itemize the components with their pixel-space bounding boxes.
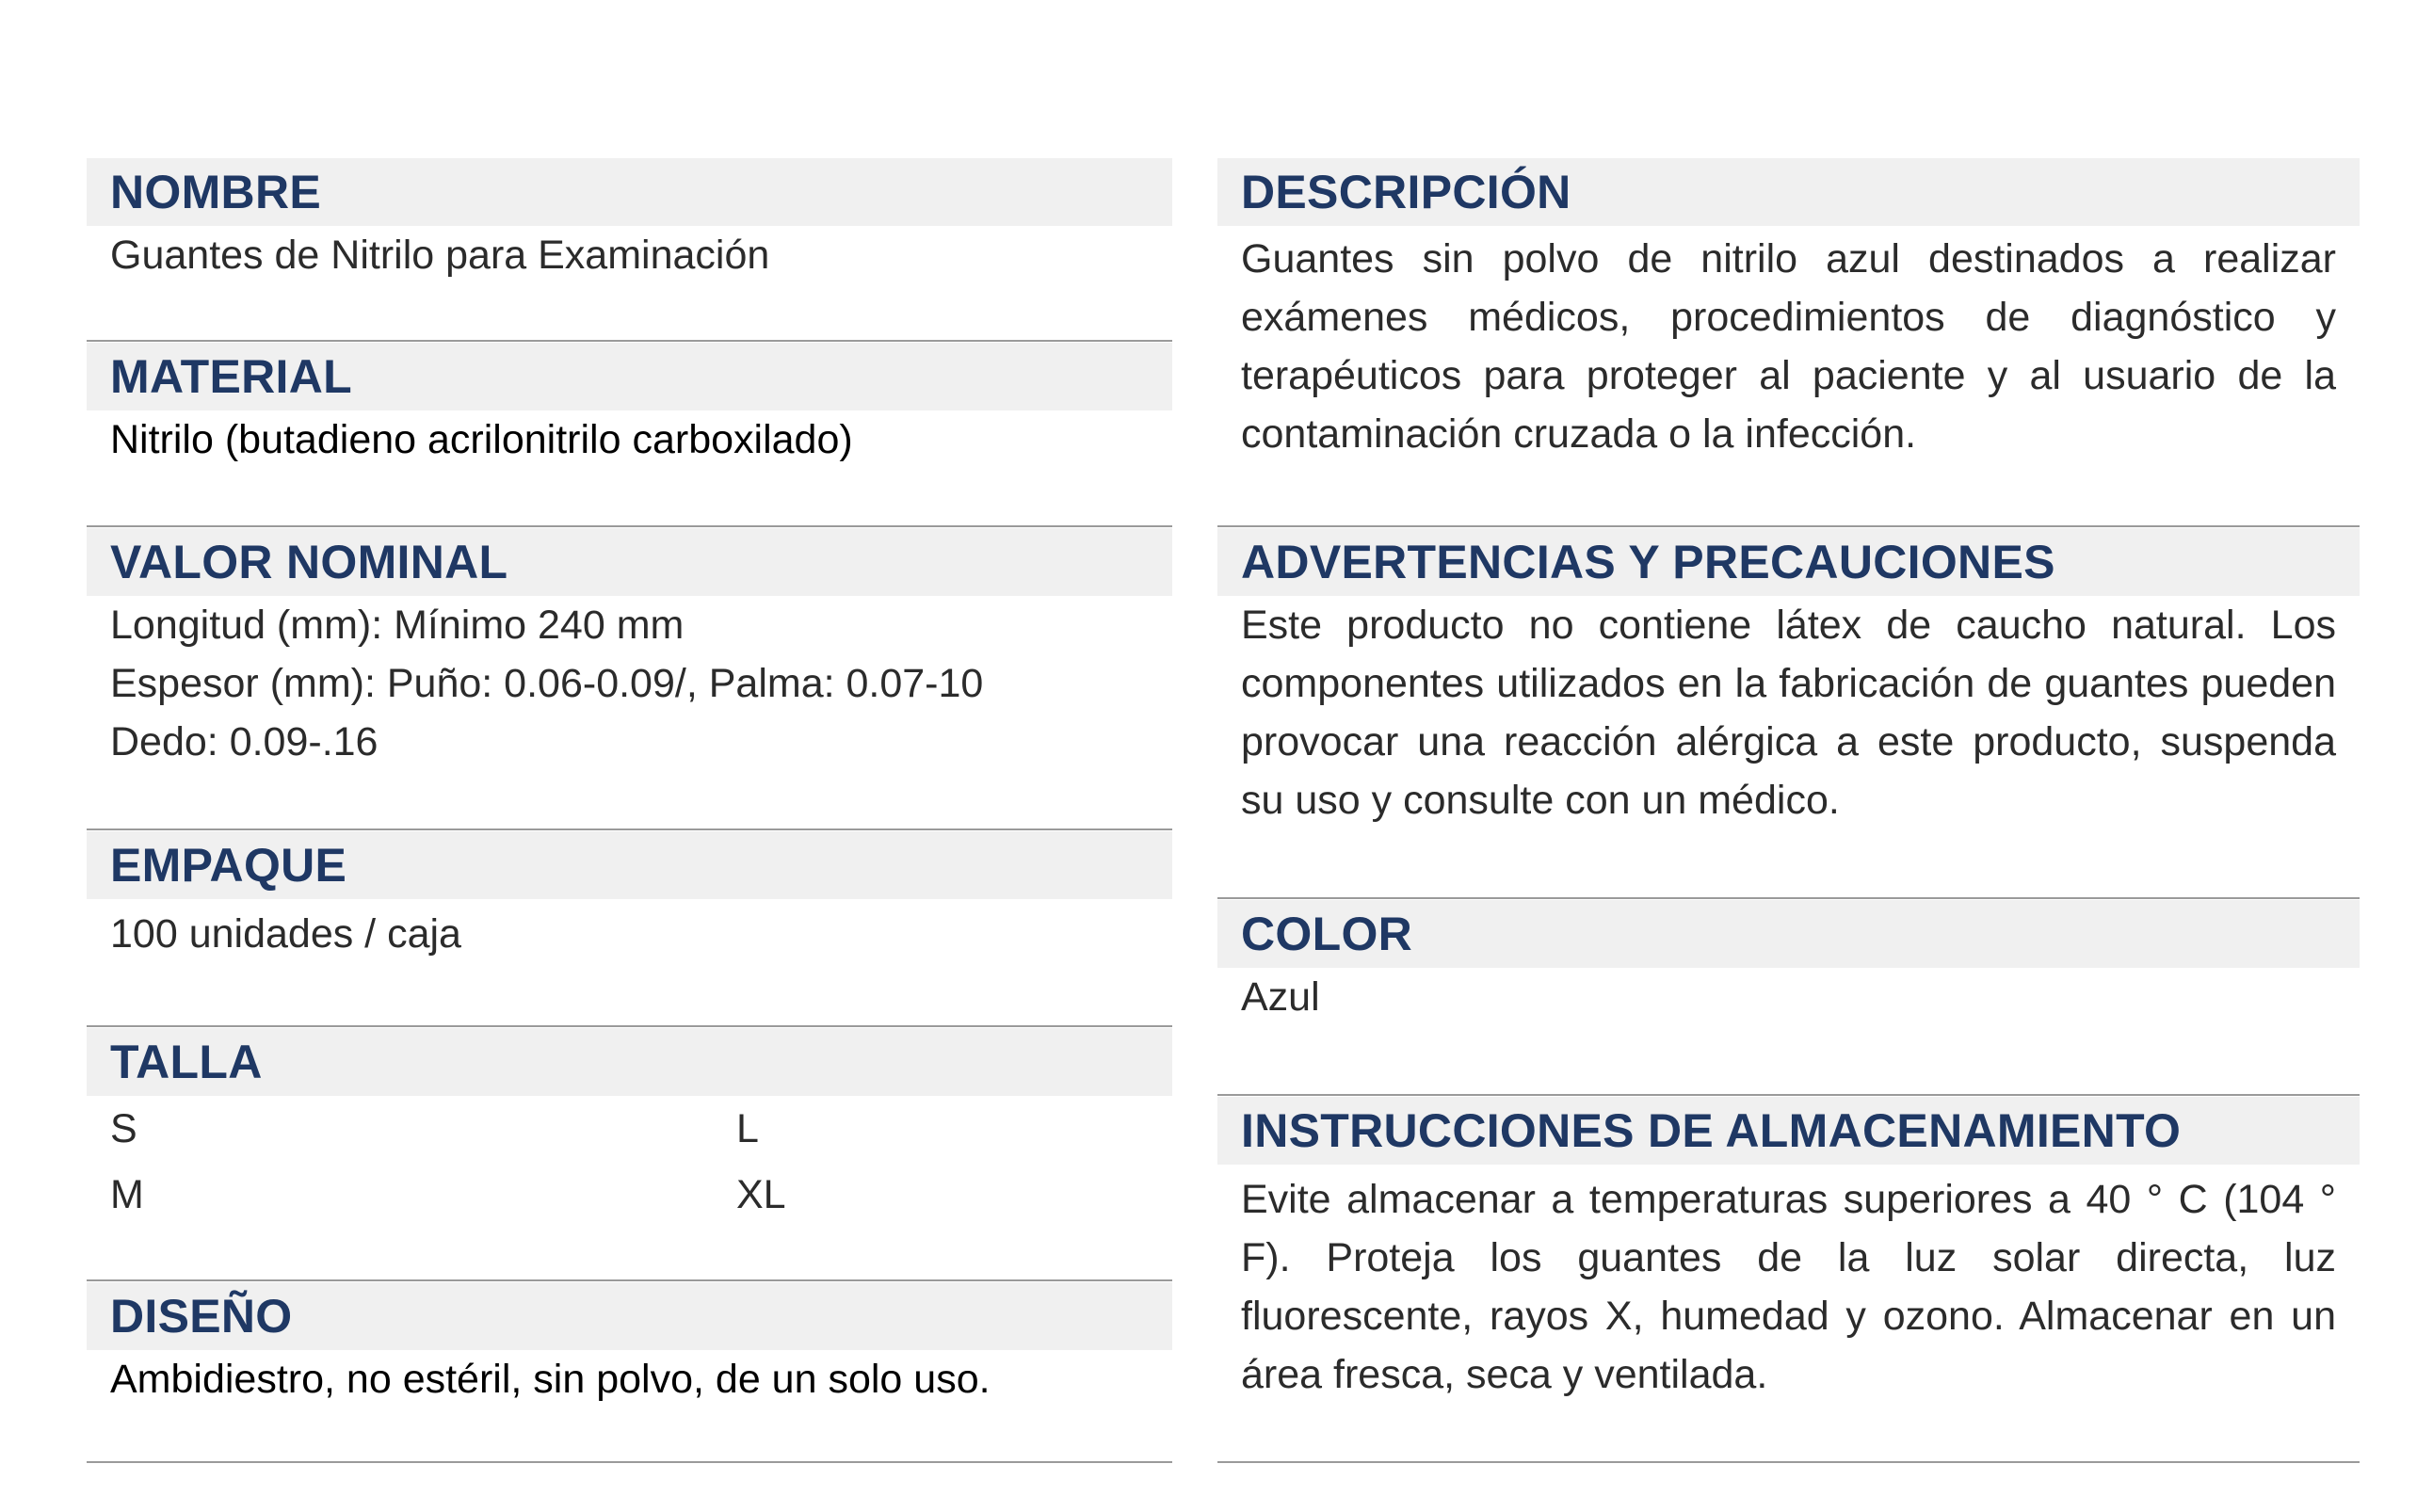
divider [87,340,1172,342]
divider [87,1025,1172,1027]
section-advertencias [1217,528,2360,829]
size-xl: XL [736,1172,786,1217]
section-almacenamiento [1217,1097,2360,1404]
divider [87,525,1172,527]
heading-nombre: NOMBRE [110,166,322,218]
heading-diseno: DISEÑO [110,1290,293,1343]
empaque-value: 100 unidades / caja [110,911,461,957]
size-m: M [110,1172,144,1217]
size-s: S [110,1106,137,1151]
descripcion-value: Guantes sin polvo de nitrilo azul destinados a realizar exámenes médicos, procedimientos de diagnóstico y terapéuticos para proteger al paciente y al usuario de la contaminación cruzada o la infección. [1241,236,2336,457]
divider [1217,1094,2360,1096]
nombre-value: Guantes de Nitrilo para Examinación [110,233,770,278]
section-descripcion [1217,158,2360,463]
section-valor-nominal [87,528,1172,771]
section-color [1217,900,2360,1026]
section-nombre [87,158,1172,284]
divider [87,1279,1172,1281]
section-empaque [87,831,1172,963]
almacenamiento-value: Evite almacenar a temperaturas superiores a 40 ° C (104 ° F). Proteja los guantes de la luz solar directa, luz fluorescente, rayos X, humedad y ozono. Almacenar en un área fresca, seca y ventilada. [1241,1177,2336,1397]
diseno-value: Ambidiestro, no estéril, sin polvo, de un solo uso. [110,1357,991,1402]
heading-empaque: EMPAQUE [110,839,347,892]
heading-almacenamiento: INSTRUCCIONES DE ALMACENAMIENTO [1241,1104,2182,1157]
section-header [87,158,1172,226]
section-talla [87,1028,1172,1224]
size-l: L [736,1106,759,1151]
color-value: Azul [1241,974,1320,1020]
valor-nominal-line: Longitud (mm): Mínimo 240 mm [110,603,685,648]
heading-advertencias: ADVERTENCIAS Y PRECAUCIONES [1241,536,2055,588]
divider [1217,525,2360,527]
material-value: Nitrilo (butadieno acrilonitrilo carboxilado) [110,417,853,462]
valor-nominal-line: Dedo: 0.09-.16 [110,719,379,764]
valor-nominal-line: Espesor (mm): Puño: 0.06-0.09/, Palma: 0.07-10 [110,661,984,706]
advertencias-value: Este producto no contiene látex de caucho natural. Los componentes utilizados en la fabricación de guantes pueden provocar una reacción alérgica a este producto, suspenda su uso y consulte con un médico. [1241,603,2336,823]
divider [1217,897,2360,899]
heading-material: MATERIAL [110,350,352,403]
heading-descripcion: DESCRIPCIÓN [1241,166,1571,218]
divider [87,828,1172,830]
section-diseno [87,1282,1172,1408]
heading-talla: TALLA [110,1036,263,1088]
section-material [87,343,1172,469]
heading-color: COLOR [1241,908,1413,960]
heading-valor-nominal: VALOR NOMINAL [110,536,508,588]
divider [87,1461,1172,1463]
divider [1217,1461,2360,1463]
